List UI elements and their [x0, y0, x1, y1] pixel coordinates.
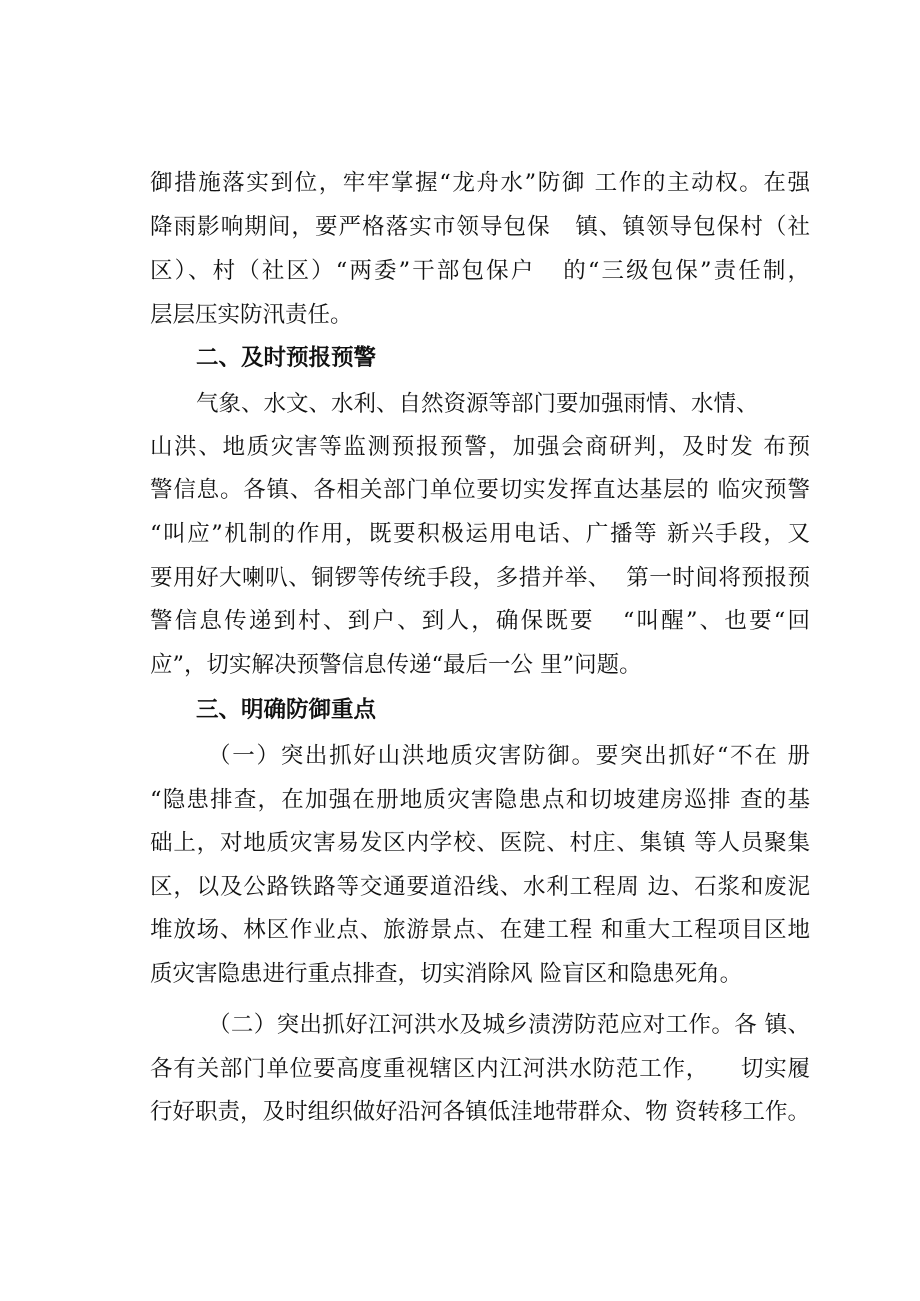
paragraph-line: 堆放场、林区作业点、旅游景点、在建工程 和重大工程项目区地	[150, 917, 810, 943]
paragraph-line: 区）、村（社区）“两委”干部包保户 的“三级包保”责任制，	[150, 258, 810, 284]
paragraph-line: 应”，切实解决预警信息传递“最后一公 里”问题。	[150, 652, 642, 678]
paragraph-line: 各有关部门单位要高度重视辖区内江河洪水防范工作， 切实履	[150, 1056, 810, 1082]
section-heading-2: 二、及时预报预警	[196, 345, 377, 371]
paragraph-line: “叫应”机制的作用，既要积极运用电话、广播等 新兴手段，又	[150, 521, 810, 547]
paragraph-line: 警信息。各镇、各相关部门单位要切实发挥直达基层的 临灾预警	[150, 477, 810, 503]
paragraph-line: 要用好大喇叭、铜锣等传统手段，多措并举、 第一时间将预报预	[150, 565, 810, 591]
paragraph-line: （一）突出抓好山洪地质灾害防御。要突出抓好“不在 册	[208, 743, 810, 769]
paragraph-line: 础上，对地质灾害易发区内学校、医院、村庄、集镇 等人员聚集	[150, 830, 810, 856]
paragraph-line: 质灾害隐患进行重点排查，切实消除风 险盲区和隐患死角。	[150, 961, 743, 987]
paragraph-line: 山洪、地质灾害等监测预报预警，加强会商研判，及时发 布预	[150, 434, 810, 460]
paragraph-line: 警信息传递到村、到户、到人，确保既要 “叫醒”、也要“回	[150, 608, 810, 634]
paragraph-line: 气象、水文、水利、自然资源等部门要加强雨情、水情、	[196, 391, 759, 417]
paragraph-line: 行好职责，及时组织做好沿河各镇低洼地带群众、物 资转移工作。	[150, 1099, 810, 1125]
section-heading-3: 三、明确防御重点	[196, 697, 377, 723]
paragraph-line: 降雨影响期间，要严格落实市领导包保 镇、镇领导包保村（社	[150, 214, 810, 240]
paragraph-line: 层层压实防汛责任。	[150, 302, 353, 328]
paragraph-line: 区，以及公路铁路等交通要道沿线、水利工程周 边、石浆和废泥	[150, 874, 810, 900]
paragraph-line: “隐患排查，在加强在册地质灾害隐患点和切坡建房巡排 查的基	[150, 787, 810, 813]
paragraph-line: 御措施落实到位，牢牢掌握“龙舟水”防御 工作的主动权。在强	[150, 170, 810, 196]
paragraph-line: （二）突出抓好江河洪水及城乡渍涝防范应对工作。各 镇、	[208, 1012, 810, 1038]
